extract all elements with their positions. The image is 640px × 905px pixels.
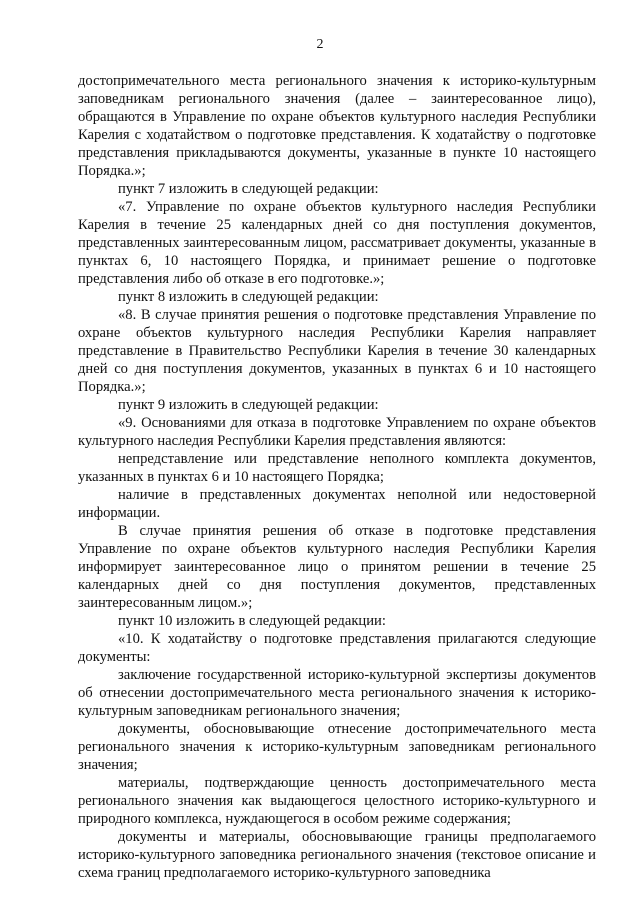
paragraph: материалы, подтверждающие ценность достопримечательного места регионального значения как выдающегося целостного историко-культурного и природного комплекса, нуждающегося в особом режиме содержания;: [78, 775, 596, 827]
paragraph: достопримечательного места регионального значения к историко-культурным заповедникам регионального значения (далее – заинтересованное лицо), обращаются в Управление по охране объектов культурного наследия Республики Карелия с ходатайством о подготовке представления. К ходатайству о подготовке представления прикладываются документы, указанные в пункте 10 настоящего Порядка.»;: [78, 73, 596, 179]
paragraph: «10. К ходатайству о подготовке представления прилагаются следующие документы:: [78, 631, 596, 665]
paragraph: наличие в представленных документах неполной или недостоверной информации.: [78, 487, 596, 521]
paragraph: документы и материалы, обосновывающие границы предполагаемого историко-культурного заповедника регионального значения (текстовое описание и схема границ предполагаемого историко-культурного заповедника: [78, 829, 596, 881]
paragraph: пункт 8 изложить в следующей редакции:: [118, 289, 379, 305]
paragraph: документы, обосновывающие отнесение достопримечательного места регионального значения к историко-культурным заповедникам регионального значения;: [78, 721, 596, 773]
paragraph: В случае принятия решения об отказе в подготовке представления Управление по охране объектов культурного наследия Республики Карелия информирует заинтересованное лицо о принятом решении в течение 25 календарных дней со дня поступления документов, представленных заинтересованным лицом.»;: [78, 523, 596, 611]
document-body: [78, 72, 596, 882]
paragraph: заключение государственной историко-культурной экспертизы документов об отнесении достопримечательного места регионального значения к историко-культурным заповедникам регионального значения;: [78, 667, 596, 719]
paragraph: пункт 10 изложить в следующей редакции:: [118, 613, 386, 629]
page-number: 2: [316, 37, 324, 52]
paragraph: пункт 9 изложить в следующей редакции:: [118, 397, 379, 413]
paragraph: «7. Управление по охране объектов культурного наследия Республики Карелия в течение 25 календарных дней со дня поступления документов, представленных заинтересованным лицом, рассматривает документы, указанные в пунктах 6, 10 настоящего Порядка, и принимает решение о подготовке представления либо об отказе в его подготовке.»;: [78, 199, 596, 287]
paragraph: «9. Основаниями для отказа в подготовке Управлением по охране объектов культурного наследия Республики Карелия представления являются:: [78, 415, 596, 449]
paragraph: «8. В случае принятия решения о подготовке представления Управление по охране объектов культурного наследия Республики Карелия направляет представление в Правительство Республики Карелия в течение 30 календарных дней со дня поступления документов, указанных в пунктах 6 и 10 настоящего Порядка.»;: [78, 307, 596, 395]
paragraph: пункт 7 изложить в следующей редакции:: [118, 181, 379, 197]
paragraph: непредставление или представление неполного комплекта документов, указанных в пунктах 6 и 10 настоящего Порядка;: [78, 451, 596, 485]
